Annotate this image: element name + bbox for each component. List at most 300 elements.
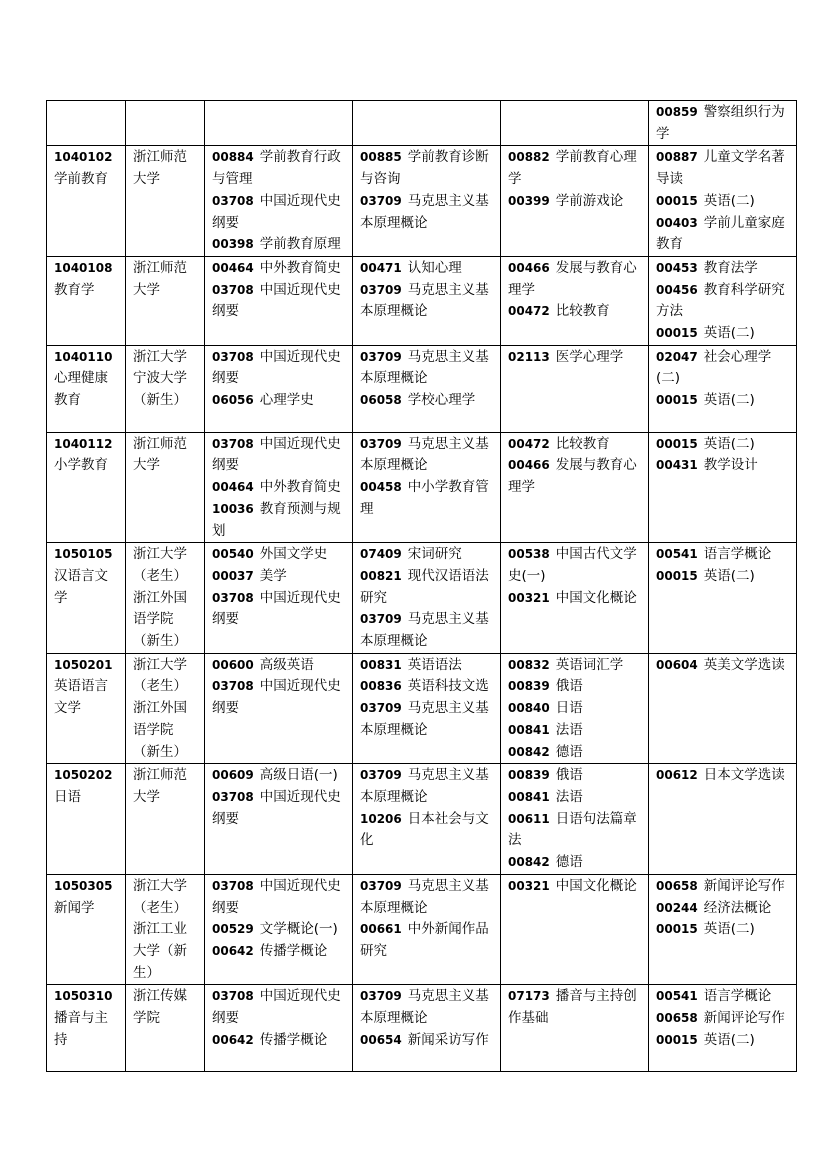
term-1-cell: [205, 146, 353, 257]
course-code: 00604: [656, 657, 698, 672]
table-row: [47, 874, 797, 985]
school-name: 浙江师范大学: [133, 259, 187, 298]
course-code: 00839: [508, 679, 550, 694]
course-entry: [360, 655, 495, 677]
course-code: 00403: [656, 215, 698, 230]
school-cell: [126, 653, 205, 764]
term-2-cell: [353, 256, 501, 345]
course-entry: [212, 234, 347, 256]
course-entry: [508, 301, 643, 323]
course-entry: [508, 765, 643, 787]
course-code: 00541: [656, 989, 698, 1004]
course-code: 00321: [508, 878, 550, 893]
course-name: 日本社会与文化: [360, 810, 489, 849]
course-name: 中国近现代史纲要: [212, 678, 341, 717]
course-name: 英语科技文选: [407, 678, 489, 695]
course-name: 新闻评论写作: [703, 1010, 785, 1027]
major-cell: [47, 985, 126, 1072]
course-code: 00612: [656, 768, 698, 783]
course-code: 00831: [360, 657, 402, 672]
course-entry: [212, 986, 347, 1029]
course-name: 中国近现代史纲要: [212, 988, 341, 1027]
course-name: 教学设计: [703, 457, 758, 474]
course-code: 03709: [360, 612, 402, 627]
course-entry: [508, 720, 643, 742]
term-1-cell: [205, 543, 353, 654]
course-code: 00840: [508, 701, 550, 716]
school-name: 浙江大学: [133, 348, 187, 365]
school-name: 浙江大学（老生）: [133, 656, 187, 695]
major-name: 教育学: [54, 281, 95, 298]
course-name: 医学心理学: [555, 348, 624, 365]
course-entry: [508, 588, 643, 610]
term-4-cell: [649, 543, 797, 654]
course-entry: [508, 455, 643, 498]
course-code: 00859: [656, 105, 698, 119]
course-entry: [360, 765, 495, 808]
course-code: 07173: [508, 989, 550, 1004]
course-code: 00015: [656, 393, 698, 408]
course-entry: [212, 655, 347, 677]
course-code: 00611: [508, 811, 550, 826]
course-entry: [508, 544, 643, 587]
major-code: 1050310: [54, 989, 113, 1004]
course-code: 00464: [212, 480, 254, 495]
course-code: 06058: [360, 393, 402, 408]
major-name: 心理健康教育: [54, 370, 108, 409]
course-name: 日本文学选读: [703, 767, 785, 784]
course-name: 德语: [555, 743, 583, 760]
course-name: 中国近现代史纲要: [212, 348, 341, 387]
term-1-cell: [205, 874, 353, 985]
course-entry: [656, 919, 791, 941]
course-name: 英语(二): [703, 1031, 755, 1048]
course-entry: [360, 258, 495, 280]
table-row: [47, 985, 797, 1072]
school-name: 浙江师范大学: [133, 149, 187, 188]
course-code: 03708: [212, 436, 254, 451]
school-name: 浙江大学（老生）: [133, 546, 187, 584]
course-code: 00456: [656, 282, 698, 297]
major-cell: [47, 764, 126, 875]
school-name: 浙江大学（老生）: [133, 877, 187, 916]
course-code: 03708: [212, 349, 254, 364]
course-name: 英语(二): [703, 435, 755, 452]
course-entry: [212, 676, 347, 719]
course-code: 03708: [212, 878, 254, 893]
course-name: 中国近现代史纲要: [212, 877, 341, 916]
course-name: 英语(二): [703, 325, 755, 342]
course-name: 学前儿童家庭教育: [656, 214, 785, 253]
course-name: 中国古代文学史(一): [508, 546, 637, 584]
course-name: 法语: [555, 721, 583, 738]
course-code: 03709: [360, 768, 402, 783]
course-name: 高级日语(一): [259, 767, 338, 784]
major-code: 1040108: [54, 260, 113, 275]
course-code: 03708: [212, 282, 254, 297]
course-name: 比较教育: [555, 435, 610, 452]
course-entry: [508, 986, 643, 1029]
table-row: [47, 543, 797, 654]
course-entry: [656, 347, 791, 390]
course-name: 心理学史: [259, 392, 314, 409]
course-code: 00609: [212, 768, 254, 783]
school-cell: [126, 432, 205, 543]
course-code: 03708: [212, 679, 254, 694]
course-name: 马克思主义基本原理概论: [360, 767, 489, 805]
term-2-cell: [353, 985, 501, 1072]
term-4-cell: [649, 101, 797, 146]
course-name: 中外教育简史: [259, 479, 341, 496]
course-name: 新闻采访写作: [407, 1031, 489, 1048]
term-2-cell: [353, 432, 501, 543]
course-code: 00458: [360, 480, 402, 495]
course-entry: [656, 455, 791, 477]
term-2-cell: [353, 543, 501, 654]
term-4-cell: [649, 432, 797, 543]
term-1-cell: [205, 101, 353, 146]
course-entry: [360, 544, 495, 566]
course-name: 宋词研究: [407, 546, 462, 563]
term-1-cell: [205, 764, 353, 875]
table-row: [47, 146, 797, 257]
course-name: 文学概论(一): [259, 921, 338, 938]
term-3-cell: [501, 985, 649, 1072]
school-cell: [126, 985, 205, 1072]
term-1-cell: [205, 985, 353, 1072]
school-name: 宁波大学（新生）: [133, 370, 187, 409]
school-name: 浙江师范大学: [133, 435, 187, 474]
term-4-cell: [649, 345, 797, 432]
course-entry: [212, 434, 347, 477]
table-row: [47, 101, 797, 146]
course-entry: [212, 787, 347, 830]
course-entry: [212, 390, 347, 412]
major-cell: [47, 543, 126, 654]
course-entry: [212, 941, 347, 963]
course-entry: [360, 390, 495, 412]
course-name: 发展与教育心理学: [508, 457, 637, 496]
course-name: 教育预测与规划: [212, 500, 341, 539]
course-entry: [212, 147, 347, 190]
course-code: 00472: [508, 436, 550, 451]
course-entry: [212, 280, 347, 323]
course-name: 语言学概论: [703, 546, 772, 563]
course-name: 英语(二): [703, 392, 755, 409]
course-name: 儿童文学名著导读: [656, 149, 785, 188]
course-name: 学前游戏论: [555, 192, 624, 209]
course-code: 00841: [508, 789, 550, 804]
course-name: 日语句法篇章法: [508, 810, 637, 849]
course-code: 00466: [508, 260, 550, 275]
course-entry: [360, 477, 495, 520]
course-entry: [212, 876, 347, 919]
course-entry: [360, 147, 495, 190]
course-entry: [360, 876, 495, 919]
major-code: 1040110: [54, 349, 113, 364]
major-name: 新闻学: [54, 899, 95, 916]
course-entry: [508, 787, 643, 809]
school-cell: [126, 146, 205, 257]
course-name: 社会心理学(二): [656, 348, 772, 387]
school-cell: [126, 764, 205, 875]
course-entry: [508, 742, 643, 764]
table-row: [47, 256, 797, 345]
course-name: 中国近现代史纲要: [212, 192, 341, 231]
course-code: 03708: [212, 789, 254, 804]
major-cell: [47, 432, 126, 543]
course-name: 中小学教育管理: [360, 479, 489, 517]
course-entry: [508, 258, 643, 301]
course-code: 00600: [212, 657, 254, 672]
course-name: 美学: [259, 567, 287, 584]
school-name: 浙江传媒学院: [133, 988, 187, 1027]
course-name: 英语(二): [703, 567, 755, 584]
course-name: 语言学概论: [703, 988, 772, 1005]
course-name: 警察组织行为学: [656, 104, 785, 142]
course-name: 德语: [555, 854, 583, 871]
table-row: [47, 345, 797, 432]
term-2-cell: [353, 653, 501, 764]
course-name: 日语: [555, 700, 583, 717]
exam-schedule-table: [46, 100, 797, 1072]
course-code: 03708: [212, 590, 254, 605]
course-entry: [212, 477, 347, 499]
term-4-cell: [649, 146, 797, 257]
course-entry: [656, 434, 791, 456]
course-code: 00538: [508, 547, 550, 562]
course-code: 03709: [360, 193, 402, 208]
course-code: 10206: [360, 811, 402, 826]
course-name: 中国近现代史纲要: [212, 281, 341, 320]
course-entry: [656, 986, 791, 1008]
course-name: 马克思主义基本原理概论: [360, 348, 489, 387]
major-code: 1040112: [54, 436, 113, 451]
course-entry: [212, 191, 347, 234]
course-name: 中国近现代史纲要: [212, 589, 341, 628]
course-code: 03709: [360, 701, 402, 716]
course-name: 中国近现代史纲要: [212, 788, 341, 827]
school-name: 浙江外国语学院（新生）: [133, 589, 187, 650]
course-code: 00466: [508, 458, 550, 473]
course-name: 马克思主义基本原理概论: [360, 281, 489, 320]
course-code: 03709: [360, 349, 402, 364]
course-entry: [508, 147, 643, 190]
course-code: 03709: [360, 989, 402, 1004]
course-code: 00658: [656, 1011, 698, 1026]
course-name: 英美文学选读: [703, 656, 785, 673]
course-entry: [656, 544, 791, 566]
term-1-cell: [205, 345, 353, 432]
course-code: 03709: [360, 282, 402, 297]
course-name: 英语词汇学: [555, 656, 624, 673]
course-code: 00015: [656, 326, 698, 341]
course-name: 马克思主义基本原理概论: [360, 435, 489, 474]
course-entry: [212, 544, 347, 566]
course-name: 认知心理: [407, 259, 462, 276]
course-code: 03708: [212, 193, 254, 208]
course-name: 学前教育诊断与咨询: [360, 149, 489, 188]
course-code: 00885: [360, 150, 402, 165]
course-name: 俄语: [555, 767, 583, 784]
course-entry: [656, 323, 791, 345]
course-entry: [360, 280, 495, 323]
term-3-cell: [501, 256, 649, 345]
course-name: 英语语法: [407, 656, 462, 673]
course-entry: [656, 898, 791, 920]
course-entry: [508, 876, 643, 898]
table-row: [47, 432, 797, 543]
course-entry: [656, 1008, 791, 1030]
course-code: 03709: [360, 878, 402, 893]
course-name: 比较教育: [555, 303, 610, 320]
term-3-cell: [501, 874, 649, 985]
course-code: 06056: [212, 393, 254, 408]
course-entry: [360, 434, 495, 477]
course-code: 00658: [656, 878, 698, 893]
course-name: 外国文学史: [259, 546, 328, 563]
term-4-cell: [649, 256, 797, 345]
term-3-cell: [501, 764, 649, 875]
course-name: 俄语: [555, 678, 583, 695]
course-entry: [212, 347, 347, 390]
course-entry: [508, 809, 643, 852]
course-name: 播音与主持创作基础: [508, 988, 637, 1027]
course-entry: [656, 765, 791, 787]
course-entry: [212, 1030, 347, 1052]
term-2-cell: [353, 146, 501, 257]
course-name: 马克思主义基本原理概论: [360, 192, 489, 231]
course-code: 00037: [212, 568, 254, 583]
course-entry: [212, 258, 347, 280]
course-name: 传播学概论: [259, 1031, 328, 1048]
course-name: 新闻评论写作: [703, 877, 785, 894]
course-entry: [360, 609, 495, 652]
school-name: 浙江师范大学: [133, 767, 187, 805]
major-code: 1050202: [54, 768, 113, 783]
course-name: 马克思主义基本原理概论: [360, 877, 489, 916]
term-4-cell: [649, 874, 797, 985]
course-code: 00839: [508, 768, 550, 783]
course-entry: [508, 698, 643, 720]
course-entry: [656, 191, 791, 213]
course-code: 00832: [508, 657, 550, 672]
course-entry: [656, 102, 791, 145]
course-name: 中国近现代史纲要: [212, 435, 341, 474]
course-name: 传播学概论: [259, 942, 328, 959]
course-entry: [656, 213, 791, 256]
course-name: 教育法学: [703, 259, 758, 276]
major-cell: [47, 256, 126, 345]
course-code: 00398: [212, 237, 254, 252]
table-body: [47, 101, 797, 1072]
course-name: 中国文化概论: [555, 589, 637, 606]
course-code: 00882: [508, 150, 550, 165]
course-code: 00244: [656, 900, 698, 915]
course-entry: [360, 347, 495, 390]
major-name: 日语: [54, 788, 81, 805]
course-code: 00464: [212, 260, 254, 275]
course-code: 00529: [212, 922, 254, 937]
major-cell: [47, 874, 126, 985]
term-2-cell: [353, 101, 501, 146]
term-3-cell: [501, 432, 649, 543]
course-entry: [212, 588, 347, 631]
course-name: 中国文化概论: [555, 877, 637, 894]
table-row: [47, 653, 797, 764]
course-code: 00642: [212, 1032, 254, 1047]
course-entry: [212, 499, 347, 542]
table-row: [47, 764, 797, 875]
course-code: 00841: [508, 722, 550, 737]
course-code: 00842: [508, 744, 550, 759]
course-name: 经济法概论: [703, 899, 772, 916]
major-code: 1050201: [54, 657, 113, 672]
course-code: 00015: [656, 568, 698, 583]
course-code: 00836: [360, 679, 402, 694]
course-code: 10036: [212, 501, 254, 516]
term-2-cell: [353, 345, 501, 432]
course-code: 00472: [508, 304, 550, 319]
term-3-cell: [501, 543, 649, 654]
course-entry: [212, 566, 347, 588]
course-code: 00471: [360, 260, 402, 275]
course-code: 03709: [360, 436, 402, 451]
course-code: 00540: [212, 547, 254, 562]
course-code: 00821: [360, 568, 402, 583]
course-code: 00015: [656, 193, 698, 208]
course-name: 教育科学研究方法: [656, 281, 785, 320]
course-name: 现代汉语语法研究: [360, 567, 489, 606]
course-code: 07409: [360, 547, 402, 562]
course-name: 马克思主义基本原理概论: [360, 611, 489, 650]
major-name: 汉语言文学: [54, 567, 108, 606]
course-name: 马克思主义基本原理概论: [360, 700, 489, 738]
major-code: 1040102: [54, 150, 113, 165]
course-name: 英语(二): [703, 192, 755, 209]
course-entry: [212, 919, 347, 941]
school-name: 浙江外国语学院（新生）: [133, 700, 187, 760]
course-entry: [360, 1030, 495, 1052]
course-name: 学前教育行政与管理: [212, 149, 341, 188]
major-cell: [47, 101, 126, 146]
course-entry: [656, 876, 791, 898]
major-name: 播音与主持: [54, 1010, 108, 1048]
course-name: 英语(二): [703, 921, 755, 938]
school-cell: [126, 543, 205, 654]
course-entry: [360, 809, 495, 852]
course-name: 高级英语: [259, 656, 314, 673]
school-name: 浙江工业大学（新生）: [133, 921, 187, 981]
school-cell: [126, 256, 205, 345]
term-3-cell: [501, 653, 649, 764]
course-code: 03708: [212, 989, 254, 1004]
term-3-cell: [501, 345, 649, 432]
term-3-cell: [501, 101, 649, 146]
course-entry: [508, 676, 643, 698]
course-code: 00654: [360, 1032, 402, 1047]
course-entry: [212, 765, 347, 787]
term-1-cell: [205, 432, 353, 543]
term-4-cell: [649, 985, 797, 1072]
course-entry: [360, 919, 495, 962]
major-cell: [47, 653, 126, 764]
course-code: 00842: [508, 855, 550, 870]
course-name: 中外教育简史: [259, 259, 341, 276]
term-4-cell: [649, 764, 797, 875]
course-entry: [508, 434, 643, 456]
course-code: 02113: [508, 349, 550, 364]
